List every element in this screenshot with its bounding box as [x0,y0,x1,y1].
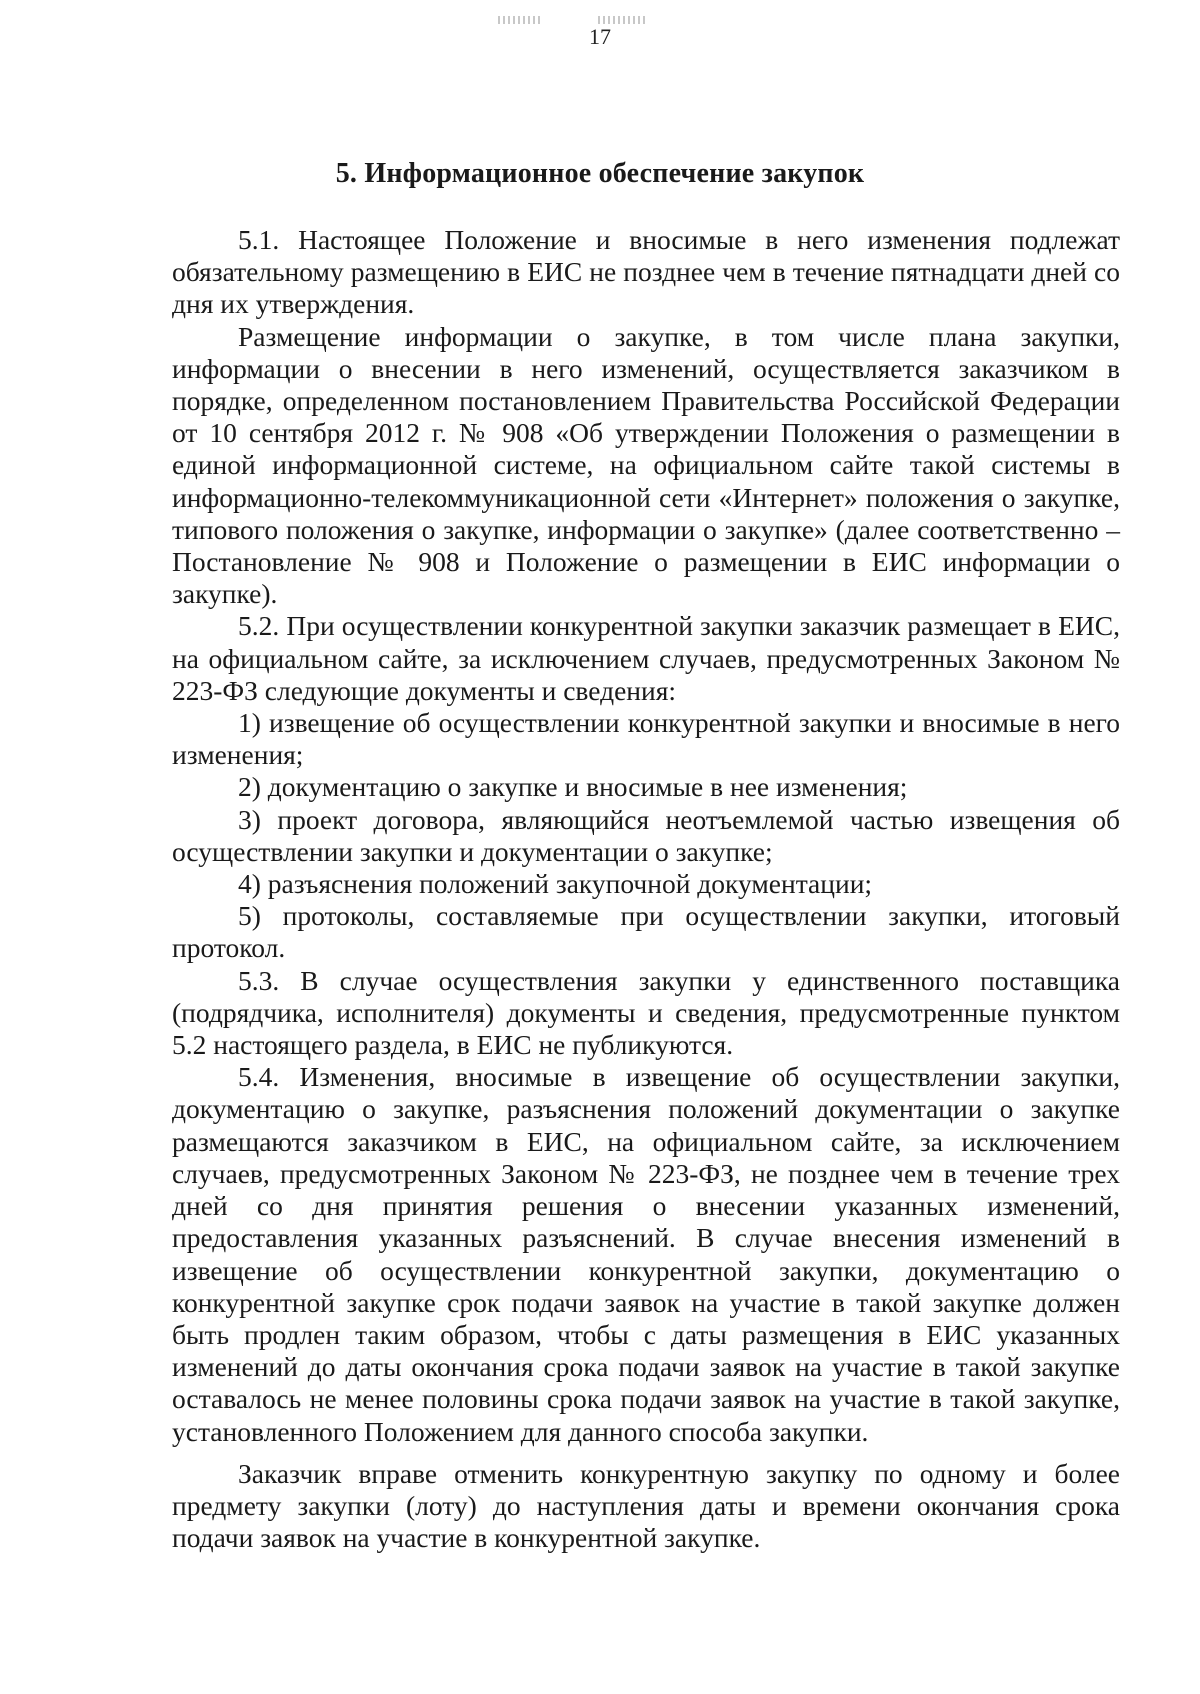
paragraph-5-1: 5.1. Настоящее Положение и вносимые в него изменения подлежат обязательному размещению в ЕИС не позднее чем в течение пятнадцати дней со дня их утверждения. [172,224,1120,320]
list-item-2: 2) документацию о закупке и вносимые в нее изменения; [238,771,908,803]
list-item-4: 4) разъяснения положений закупочной документации; [238,868,873,900]
scan-artifact [498,16,540,24]
paragraph-5-4: 5.4. Изменения, вносимые в извещение об осуществлении закупки, документацию о закупке, разъяснения положений документации о закупке размещаются заказчиком в ЕИС, на официальном сайте, за исключением случаев, предусмотренных Законом № 223-ФЗ, не позднее чем в течение трех дней со дня принятия решения о внесении указанных изменений, предоставления указанных разъяснений. В случае внесения изменений в извещение об осуществлении конкурентной закупки, документацию о конкурентной закупке срок подачи заявок на участие в такой закупке должен быть продлен таким образом, чтобы с даты размещения в ЕИС указанных изменений до даты окончания срока подачи заявок на участие в такой закупке оставалось не менее половины срока подачи заявок на участие в такой закупке, установленного Положением для данного способа закупки. [172,1061,1120,1447]
paragraph-cancellation: Заказчик вправе отменить конкурентную закупку по одному и более предмету закупки (лоту) до наступления даты и времени окончания срока подачи заявок на участие в конкурентной закупке. [172,1457,1120,1554]
page-number: 17 [589,24,611,49]
list-item-1: 1) извещение об осуществлении конкурентной закупки и вносимые в него изменения; [172,707,1120,771]
list-item-5: 5) протоколы, составляемые при осуществлении закупки, итоговый протокол. [172,900,1120,964]
paragraph-placement-info: Размещение информации о закупке, в том числе плана закупки, информации о внесении в него изменений, осуществляется заказчиком в порядке, определенном постановлением Правительства Российской Федерации от 10 сентября 2012 г. № 908 «Об утверждении Положения о размещении в единой информационной системе, на официальном сайте такой системы в информационно-телекоммуникационной сети «Интернет» положения о закупке, типового положения о закупке, информации о закупке» (далее соответственно – Постановление № 908 и Положение о размещении в ЕИС информации о закупке). [172,320,1120,610]
scan-artifact [598,16,648,24]
section-title: 5. Информационное обеспечение закупок [335,158,865,189]
paragraph-5-2: 5.2. При осуществлении конкурентной закупки заказчик размещает в ЕИС, на официальном сайте, за исключением случаев, предусмотренных Законом № 223-ФЗ следующие документы и сведения: [172,610,1120,706]
document-body [172,224,1120,1554]
list-item-3: 3) проект договора, являющийся неотъемлемой частью извещения об осуществлении закупки и документации о закупке; [172,803,1120,867]
paragraph-5-3: 5.3. В случае осуществления закупки у единственного поставщика (подрядчика, исполнителя) документы и сведения, предусмотренные пунктом 5.2 настоящего раздела, в ЕИС не публикуются. [172,964,1120,1061]
